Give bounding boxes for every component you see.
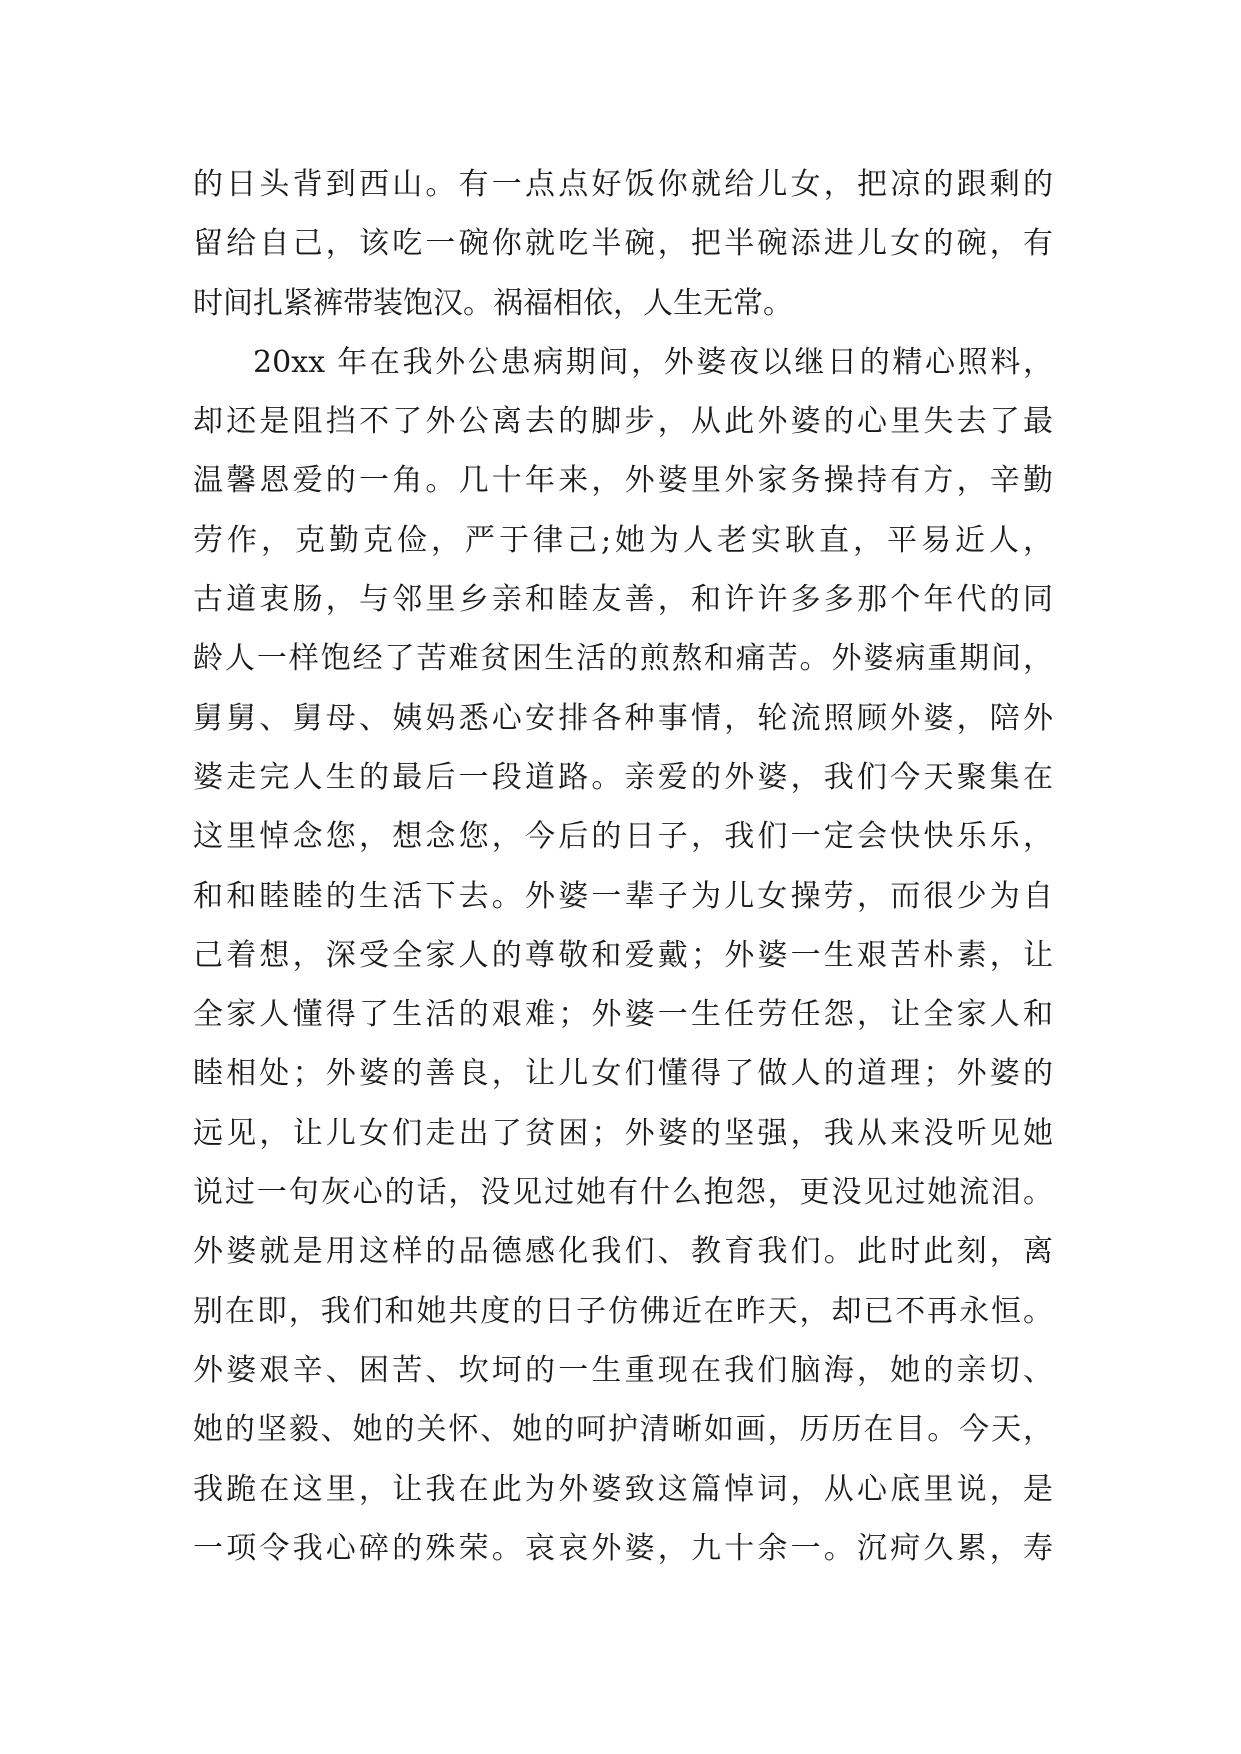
text-line: 说过一句灰心的话，没见过她有什么抱怨，更没见过她流泪。 [193, 1175, 1053, 1211]
text-line: 舅舅、舅母、姨妈悉心安排各种事情，轮流照顾外婆，陪外 [193, 700, 1053, 736]
text-line: 劳作，克勤克俭，严于律己;她为人老实耿直，平易近人， [193, 522, 1053, 558]
text-line: 一项令我心碎的殊荣。哀哀外婆，九十余一。沉疴久累，寿 [193, 1530, 1053, 1566]
text-line: 的日头背到西山。有一点点好饭你就给儿女，把凉的跟剩的 [193, 167, 1053, 202]
text-line: 温馨恩爱的一角。几十年来，外婆里外家务操持有方，辛勤 [193, 463, 1053, 499]
text-line: 全家人懂得了生活的艰难；外婆一生任劳任怨，让全家人和 [193, 997, 1053, 1033]
text-line: 别在即，我们和她共度的日子仿佛近在昨天，却已不再永恒。 [193, 1293, 1053, 1329]
body-text [193, 155, 1053, 1578]
text-line: 睦相处；外婆的善良，让儿女们懂得了做人的道理；外婆的 [193, 1056, 1053, 1092]
text-line: 己着想，深受全家人的尊敬和爱戴；外婆一生艰苦朴素，让 [193, 937, 1053, 973]
text-line: 远见，让儿女们走出了贫困；外婆的坚强，我从来没听见她 [193, 1115, 1053, 1151]
text-line: 外婆就是用这样的品德感化我们、教育我们。此时此刻，离 [193, 1234, 1053, 1270]
text-line: 却还是阻挡不了外公离去的脚步，从此外婆的心里失去了最 [193, 404, 1053, 440]
text-line: 婆走完人生的最后一段道路。亲爱的外婆，我们今天聚集在 [193, 759, 1053, 795]
text-line: 外婆艰辛、困苦、坎坷的一生重现在我们脑海，她的亲切、 [193, 1352, 1053, 1388]
text-line: 龄人一样饱经了苦难贫困生活的煎熬和痛苦。外婆病重期间， [193, 641, 1053, 677]
text-line: 留给自己，该吃一碗你就吃半碗，把半碗添进儿女的碗，有 [193, 226, 1053, 262]
paragraph-first-line: 20xx 年在我外公患病期间，外婆夜以继日的精心照料， [253, 344, 1053, 380]
text-line: 她的坚毅、她的关怀、她的呵护清晰如画，历历在目。今天， [193, 1412, 1053, 1448]
text-line: 我跪在这里，让我在此为外婆致这篇悼词，从心底里说，是 [193, 1471, 1053, 1507]
text-line: 这里悼念您，想念您，今后的日子，我们一定会快快乐乐， [193, 819, 1053, 855]
text-line: 和和睦睦的生活下去。外婆一辈子为儿女操劳，而很少为自 [193, 878, 1053, 914]
text-line: 古道衷肠，与邻里乡亲和睦友善，和许许多多那个年代的同 [193, 582, 1053, 618]
text-line: 时间扎紧裤带装饱汉。祸福相依，人生无常。 [193, 285, 793, 321]
